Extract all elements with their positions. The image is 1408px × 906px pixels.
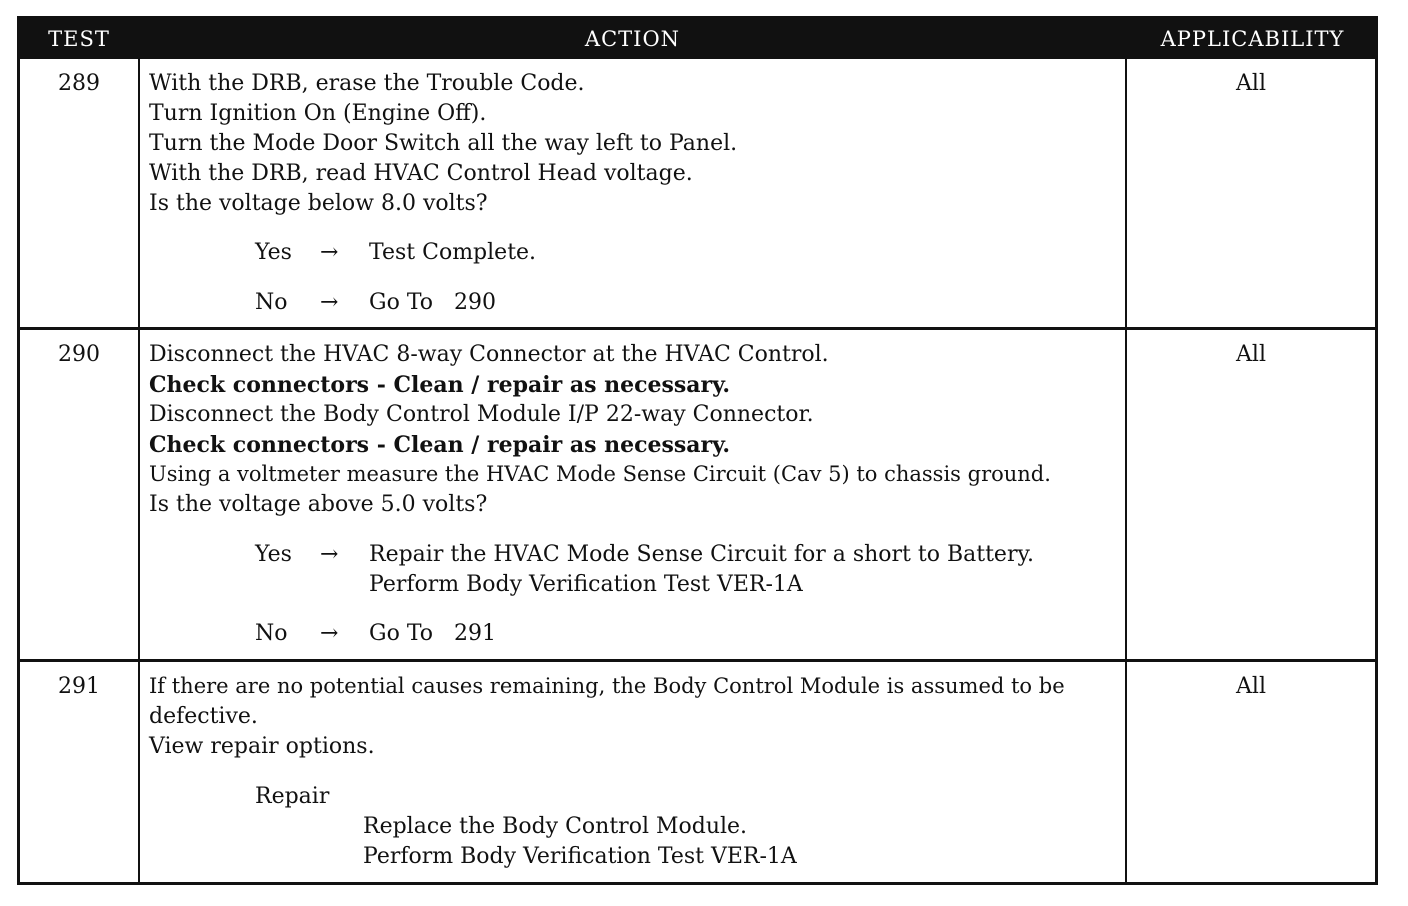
yes-label: Yes xyxy=(255,240,292,265)
applicability-value: All xyxy=(1236,71,1266,96)
no-label: No xyxy=(255,621,288,646)
action-line: Turn Ignition On (Engine Off). xyxy=(149,101,487,126)
header-test: TEST xyxy=(48,27,110,51)
action-line: If there are no potential causes remaining, the Body Control Module is assumed to be xyxy=(149,674,1065,698)
arrow-icon: → xyxy=(320,542,339,567)
no-result: Go To 290 xyxy=(369,290,496,315)
yes-result: Repair the HVAC Mode Sense Circuit for a short to Battery. xyxy=(369,542,1034,567)
column-divider xyxy=(1125,19,1127,882)
action-line: Turn the Mode Door Switch all the way left to Panel. xyxy=(149,131,738,156)
action-line: With the DRB, read HVAC Control Head voltage. xyxy=(149,161,693,186)
diagnostic-test-table xyxy=(17,16,1378,885)
arrow-icon: → xyxy=(320,621,339,646)
row-divider xyxy=(20,659,1375,662)
test-number: 290 xyxy=(58,342,100,367)
applicability-value: All xyxy=(1236,674,1266,699)
repair-action: Replace the Body Control Module. xyxy=(363,814,748,839)
action-line: Using a voltmeter measure the HVAC Mode Sense Circuit (Cav 5) to chassis ground. xyxy=(149,462,1051,486)
yes-label: Yes xyxy=(255,542,292,567)
arrow-icon: → xyxy=(320,240,339,265)
applicability-value: All xyxy=(1236,342,1266,367)
column-divider xyxy=(138,19,140,882)
action-line: Disconnect the Body Control Module I/P 22-way Connector. xyxy=(149,402,814,427)
action-line: defective. xyxy=(149,704,258,729)
repair-label: Repair xyxy=(255,784,330,809)
action-line: View repair options. xyxy=(149,734,375,759)
action-line: With the DRB, erase the Trouble Code. xyxy=(149,71,585,96)
yes-result-line2: Perform Body Verification Test VER-1A xyxy=(369,572,803,597)
action-line: Is the voltage below 8.0 volts? xyxy=(149,191,488,216)
action-line-bold: Check connectors - Clean / repair as necessary. xyxy=(149,432,731,458)
test-number: 291 xyxy=(58,674,100,699)
action-line-bold: Check connectors - Clean / repair as necessary. xyxy=(149,372,731,398)
table-header xyxy=(20,19,1375,59)
header-applicability: APPLICABILITY xyxy=(1160,27,1345,51)
header-action: ACTION xyxy=(584,27,681,51)
action-line: Disconnect the HVAC 8-way Connector at the HVAC Control. xyxy=(149,342,829,367)
arrow-icon: → xyxy=(320,290,339,315)
no-result: Go To 291 xyxy=(369,621,496,646)
repair-action-line2: Perform Body Verification Test VER-1A xyxy=(363,844,797,869)
yes-result: Test Complete. xyxy=(369,240,537,265)
no-label: No xyxy=(255,290,288,315)
test-number: 289 xyxy=(58,71,100,96)
row-divider xyxy=(20,327,1375,330)
action-line: Is the voltage above 5.0 volts? xyxy=(149,492,488,517)
